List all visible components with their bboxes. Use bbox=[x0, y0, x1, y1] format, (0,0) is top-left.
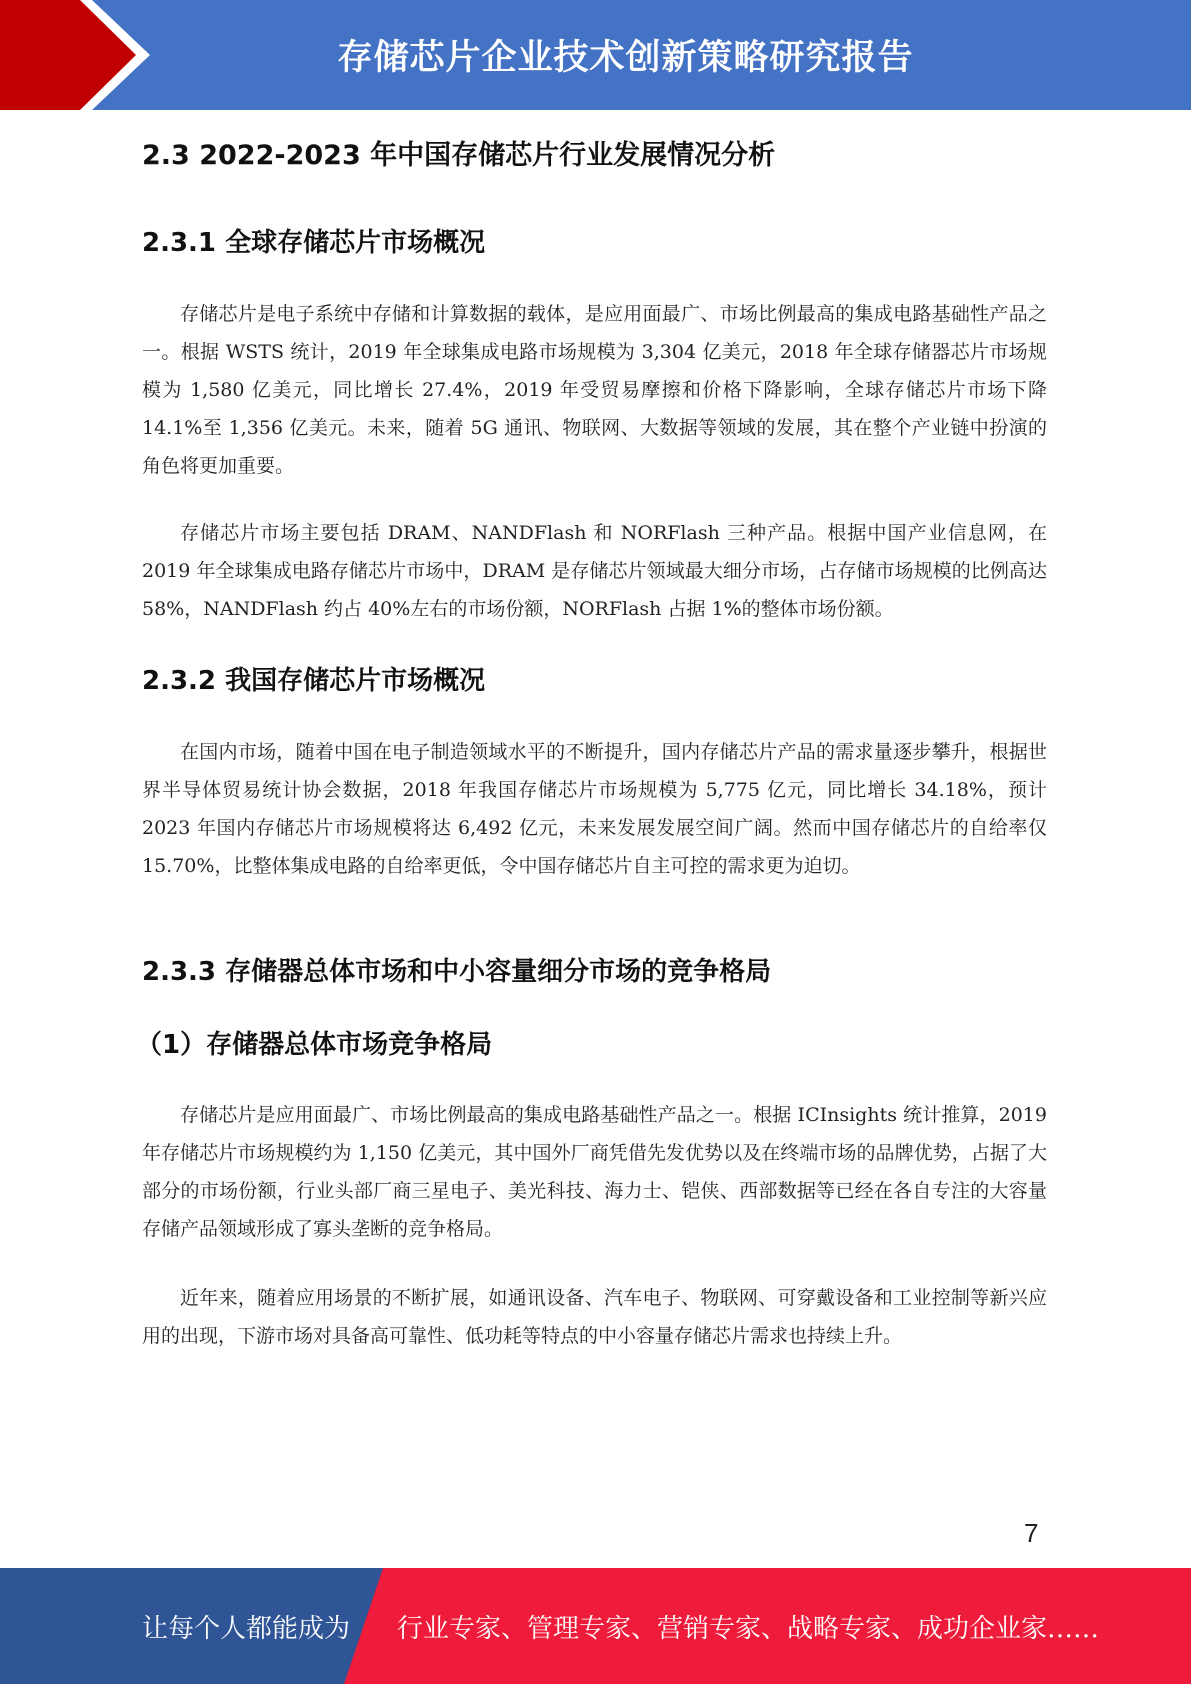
paragraph-competition-2: 近年来，随着应用场景的不断扩展，如通讯设备、汽车电子、物联网、可穿戴设备和工业控制等新兴应用的出现，下游市场对具备高可靠性、低功耗等特点的中小容量存储芯片需求也持续上升。 bbox=[142, 1287, 1047, 1347]
section-heading-2-3: 2.3 2022-2023 年中国存储芯片行业发展情况分析 bbox=[142, 140, 776, 171]
page-header bbox=[0, 0, 1191, 110]
page-footer bbox=[0, 1568, 1191, 1684]
section-heading-2-3-3: 2.3.3 存储器总体市场和中小容量细分市场的竞争格局 bbox=[142, 957, 772, 987]
paragraph-global-market-2: 存储芯片市场主要包括 DRAM、NANDFlash 和 NORFlash 三种产品。根据中国产业信息网，在 2019 年全球集成电路存储芯片市场中，DRAM 是存储芯片领域最大细分市场，占存储市场规模的比例高达 58%，NANDFlash 约占 40%左右的市场份额，NORFlash 占据 1%的整体市场份额。 bbox=[142, 522, 1047, 620]
section-heading-2-3-2: 2.3.2 我国存储芯片市场概况 bbox=[142, 666, 486, 696]
paragraph-competition-1: 存储芯片是应用面最广、市场比例最高的集成电路基础性产品之一。根据 ICInsights 统计推算，2019 年存储芯片市场规模约为 1,150 亿美元，其中国外厂商凭借先发优势以及在终端市场的品牌优势，占据了大部分的市场份额，行业头部厂商三星电子、美光科技、海力士、铠侠、西部数据等已经在各自专注的大容量存储产品领域形成了寡头垄断的竞争格局。 bbox=[142, 1104, 1047, 1240]
subsection-heading-1: （1）存储器总体市场竞争格局 bbox=[136, 1030, 493, 1060]
header-title: 存储芯片企业技术创新策略研究报告 bbox=[337, 38, 914, 78]
section-heading-2-3-1: 2.3.1 全球存储芯片市场概况 bbox=[142, 228, 486, 258]
footer-slogan-right: 行业专家、管理专家、营销专家、战略专家、成功企业家…… bbox=[397, 1613, 1100, 1644]
page-number: 7 bbox=[1024, 1518, 1039, 1548]
paragraph-domestic-market: 在国内市场，随着中国在电子制造领域水平的不断提升，国内存储芯片产品的需求量逐步攀升，根据世界半导体贸易统计协会数据，2018 年我国存储芯片市场规模为 5,775 亿元，同比增长 34.18%，预计 2023 年国内存储芯片市场规模将达 6,492 亿元，未来发展发展空间广阔。然而中国存储芯片的自给率仅 15.70%，比整体集成电路的自给率更低，令中国存储芯片自主可控的需求更为迫切。 bbox=[142, 741, 1047, 877]
footer-slogan-left: 让每个人都能成为 bbox=[142, 1613, 351, 1644]
paragraph-global-market-1: 存储芯片是电子系统中存储和计算数据的载体，是应用面最广、市场比例最高的集成电路基础性产品之一。根据 WSTS 统计，2019 年全球集成电路市场规模为 3,304 亿美元，2018 年全球存储器芯片市场规模为 1,580 亿美元，同比增长 27.4%，2019 年受贸易摩擦和价格下降影响，全球存储芯片市场下降 14.1%至 1,356 亿美元。未来，随着 5G 通讯、物联网、大数据等领域的发展，其在整个产业链中扮演的角色将更加重要。 bbox=[142, 303, 1047, 477]
